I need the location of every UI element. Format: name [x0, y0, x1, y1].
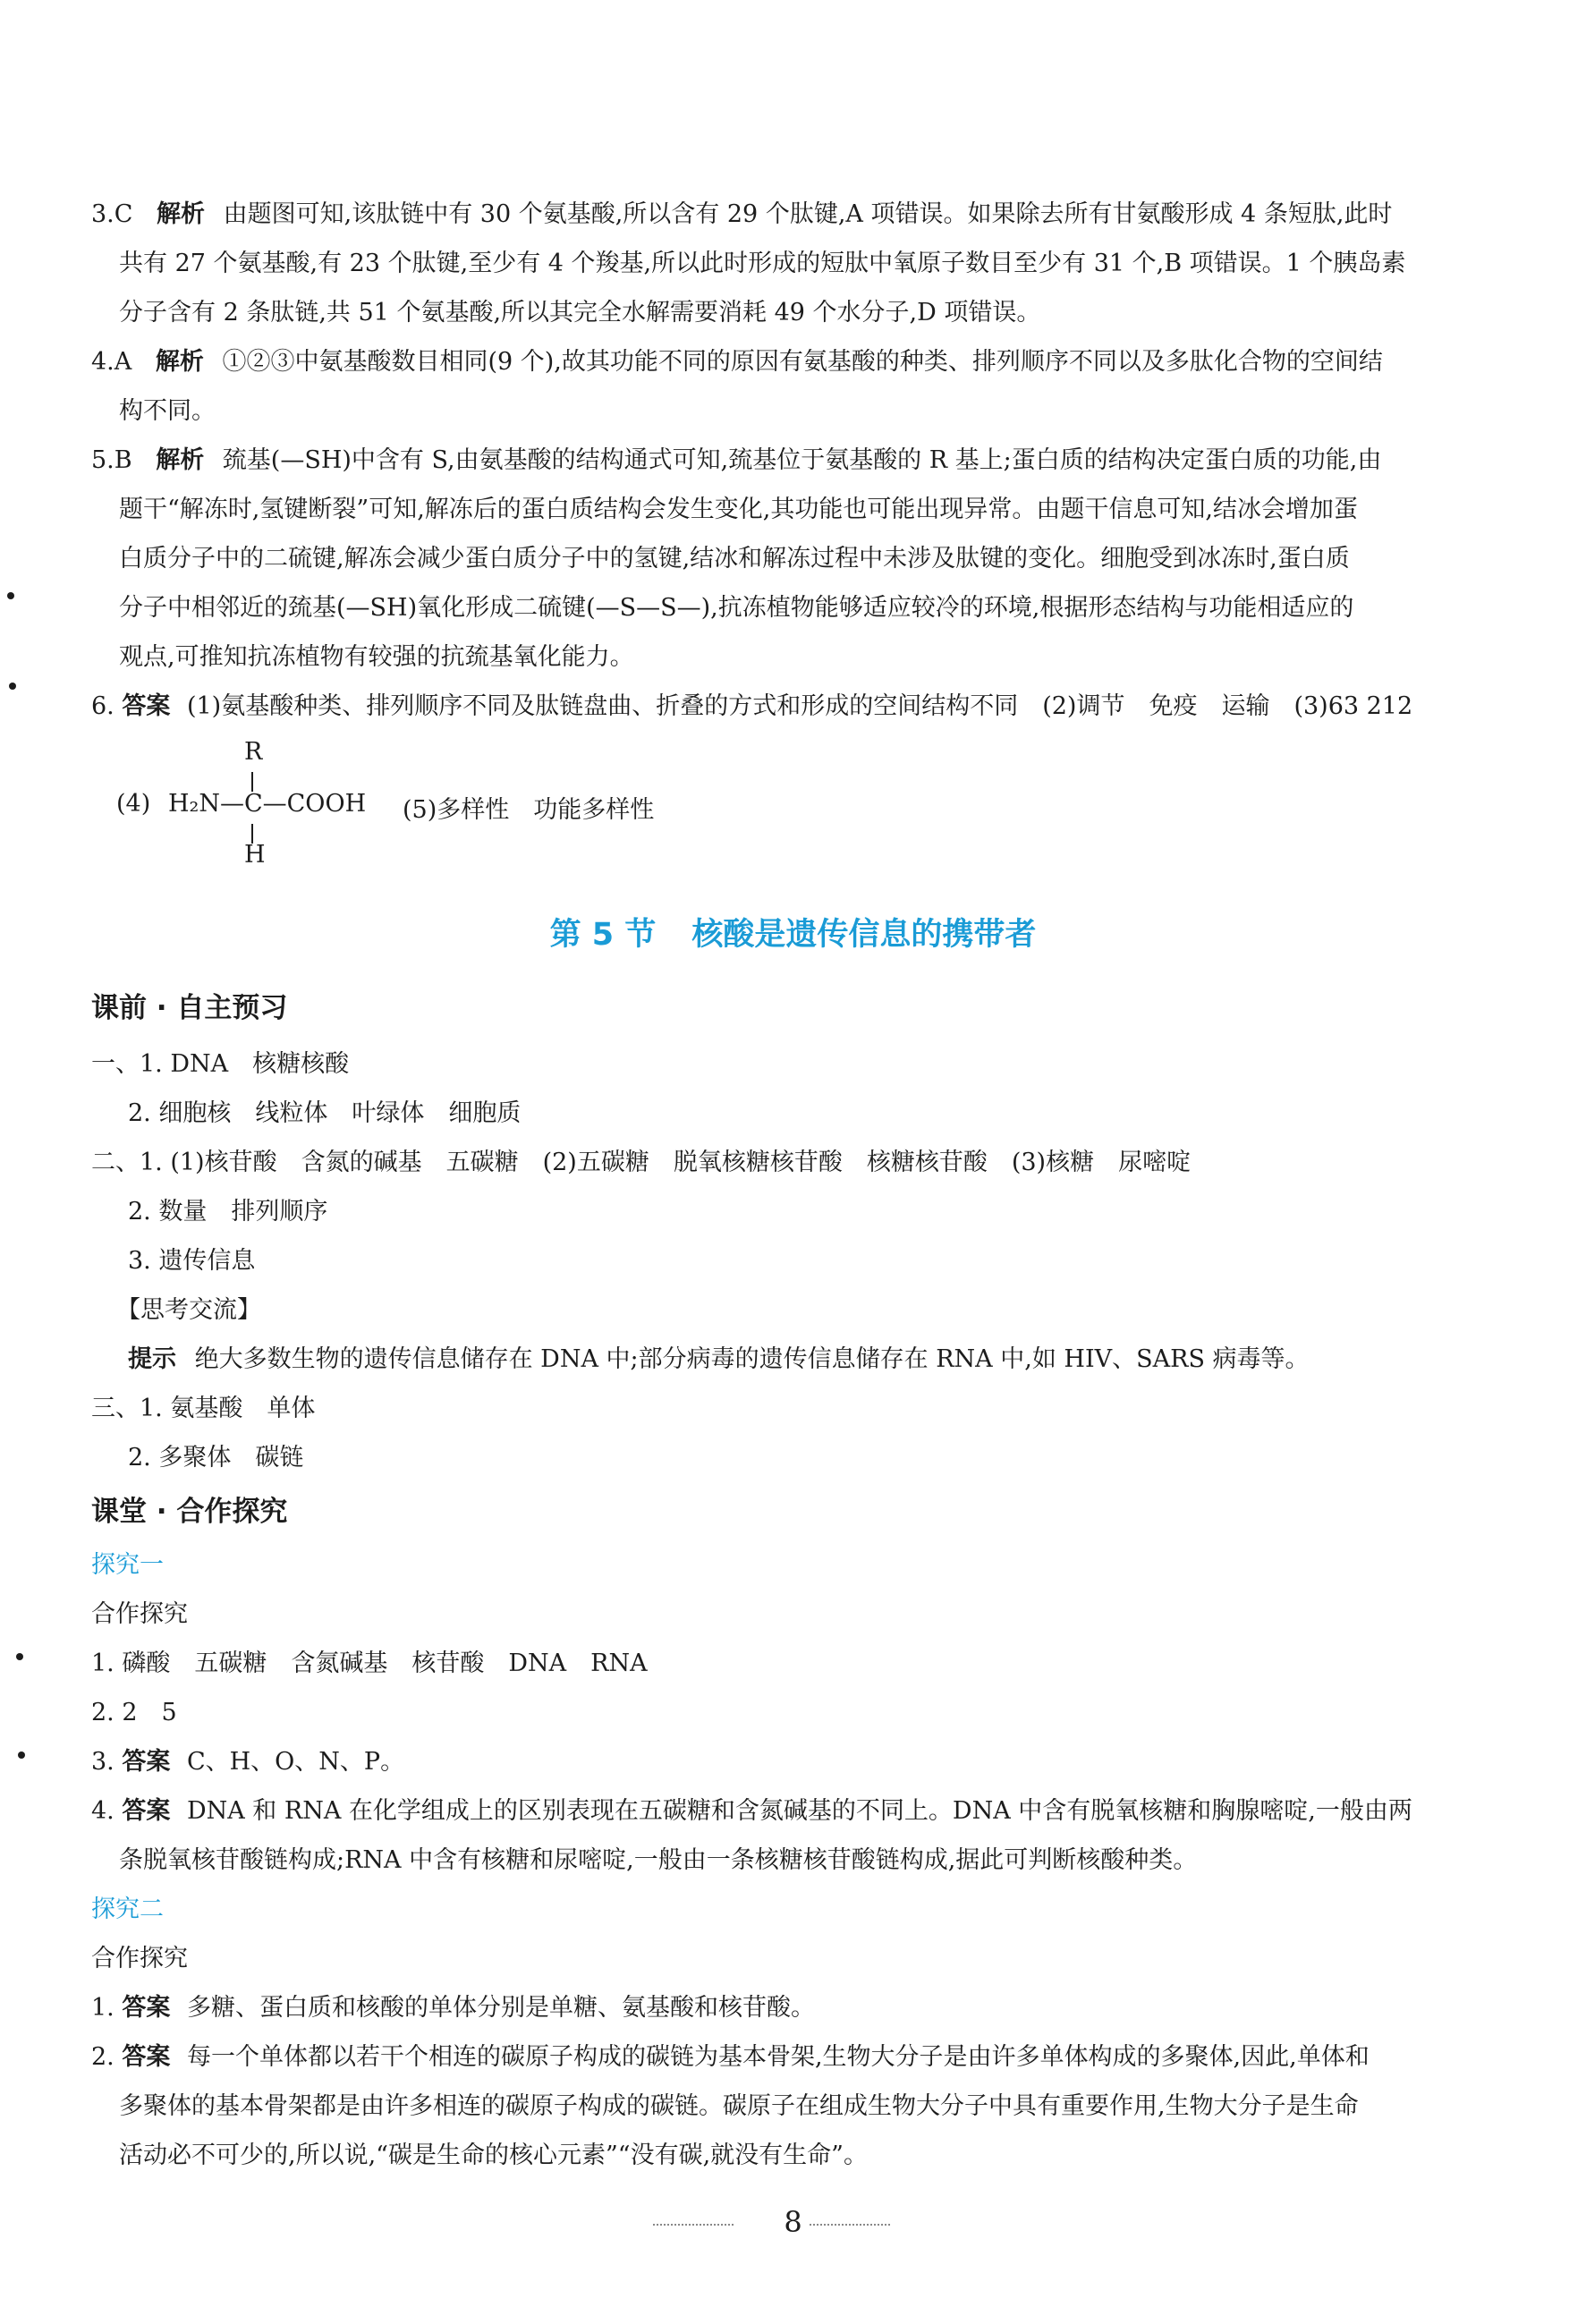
q5-line-2: 题干“解冻时,氢键断裂”可知,解冻后的蛋白质结构会发生变化,其功能也可能出现异常。由题干信息可知,结冰会增加蛋	[119, 496, 1358, 523]
q3-line-2: 共有 27 个氨基酸,有 23 个肽键,至少有 4 个羧基,所以此时形成的短肽中氧原子数目至少有 31 个,B 项错误。1 个胰岛素	[119, 250, 1406, 277]
tip-text: 绝大多数生物的遗传信息储存在 DNA 中;部分病毒的遗传信息储存在 RNA 中,如 HIV、SARS 病毒等。	[194, 1345, 1310, 1373]
formula-part4-label: (4)	[116, 790, 151, 818]
tip-line	[128, 1342, 1310, 1378]
answer-number: 2.	[91, 2043, 114, 2071]
section-title	[0, 910, 1586, 954]
margin-mark	[7, 592, 14, 599]
formula-r-group: R	[244, 738, 263, 766]
answer-number: 1.	[91, 1994, 114, 2022]
explore2-answer-2	[91, 2040, 1370, 2075]
coop-explore-1-label: 合作探究	[91, 1600, 188, 1628]
margin-mark	[16, 1653, 23, 1660]
amino-acid-formula	[116, 738, 655, 872]
answer-tag: 答案	[122, 1748, 171, 1776]
answer-text: DNA 和 RNA 在化学组成上的区别表现在五碳糖和含氮碱基的不同上。DNA 中含有脱氧核糖和胸腺嘧啶,一般由两	[186, 1797, 1412, 1825]
q5-line-5: 观点,可推知抗冻植物有较强的抗巯基氧化能力。	[119, 643, 634, 671]
tip-tag: 提示	[128, 1345, 176, 1373]
formula-part5: (5)多样性 功能多样性	[403, 796, 655, 824]
q5-line-1	[91, 443, 1381, 479]
explore-1-label: 探究一	[91, 1551, 164, 1579]
think-exchange-heading: 【思考交流】	[116, 1296, 261, 1324]
page-number-ornament-right	[810, 2224, 890, 2226]
q6-number: 6.	[91, 692, 114, 720]
q3-line-3: 分子含有 2 条肽链,共 51 个氨基酸,所以其完全水解需要消耗 49 个水分子,D 项错误。	[119, 299, 1041, 327]
q6-tag: 答案	[122, 692, 171, 720]
explore1-answer-3	[91, 1744, 404, 1780]
q3-number: 3.C	[91, 200, 133, 228]
margin-mark	[9, 683, 16, 690]
answer-text: 每一个单体都以若干个相连的碳原子构成的碳链为基本骨架,生物大分子是由许多单体构成的多聚体,因此,单体和	[186, 2043, 1370, 2071]
q5-line-3: 白质分子中的二硫键,解冻会减少蛋白质分子中的氢键,结冰和解冻过程中未涉及肽键的变化。细胞受到冰冻时,蛋白质	[119, 545, 1350, 573]
formula-main-chain: H₂N—C—COOH	[168, 790, 367, 818]
q6-text: (1)氨基酸种类、排列顺序不同及肽链盘曲、折叠的方式和形成的空间结构不同 (2)调节 免疫 运输 (3)63 212	[186, 692, 1413, 720]
q4-number: 4.A	[91, 348, 132, 376]
q4-text: ①②③中氨基酸数目相同(9 个),故其功能不同的原因有氨基酸的种类、排列顺序不同以及多肽化合物的空间结	[222, 348, 1383, 376]
preview-line-1: 一、1. DNA 核糖核酸	[91, 1050, 350, 1078]
answer-text: C、H、O、N、P。	[186, 1748, 405, 1776]
q6-line-1	[91, 689, 1412, 725]
explore-2-label: 探究二	[91, 1896, 164, 1923]
answer-tag: 答案	[122, 2043, 171, 2071]
q5-line-4: 分子中相邻近的巯基(—SH)氧化形成二硫键(—S—S—),抗冻植物能够适应较冷的环境,根据形态结构与功能相适应的	[119, 594, 1354, 622]
preview-line-6: 三、1. 氨基酸 单体	[91, 1395, 316, 1422]
answer-number: 3.	[91, 1748, 114, 1776]
section-number: 第 5 节	[549, 917, 657, 953]
q5-number: 5.B	[91, 446, 132, 474]
answer-tag: 答案	[122, 1994, 171, 2022]
q4-line-2: 构不同。	[119, 397, 216, 425]
section-name: 核酸是遗传信息的携带者	[691, 917, 1037, 953]
preview-line-5: 3. 遗传信息	[128, 1247, 256, 1275]
preview-heading: 课前 · 自主预习	[91, 992, 288, 1024]
coop-explore-2-label: 合作探究	[91, 1945, 188, 1972]
q5-text: 巯基(—SH)中含有 S,由氨基酸的结构通式可知,巯基位于氨基酸的 R 基上;蛋白质的结构决定蛋白质的功能,由	[222, 446, 1382, 474]
explore1-item-2: 2. 2 5	[91, 1699, 177, 1726]
explore1-item-1: 1. 磷酸 五碳糖 含氮碱基 核苷酸 DNA RNA	[91, 1650, 648, 1677]
q3-line-1	[91, 197, 1392, 233]
explore1-answer-4	[91, 1794, 1412, 1829]
answer-tag: 答案	[122, 1797, 171, 1825]
explore2-answer-1	[91, 1990, 815, 2026]
preview-line-3: 二、1. (1)核苷酸 含氮的碱基 五碳糖 (2)五碳糖 脱氧核糖核苷酸 核糖核苷酸 (3)核糖 尿嘧啶	[91, 1149, 1192, 1176]
answer-text: 多糖、蛋白质和核酸的单体分别是单糖、氨基酸和核苷酸。	[186, 1994, 815, 2022]
explore2-answer-2-cont-2: 活动必不可少的,所以说,“碳是生命的核心元素”“没有碳,就没有生命”。	[119, 2142, 868, 2169]
explore2-answer-2-cont-1: 多聚体的基本骨架都是由许多相连的碳原子构成的碳链。碳原子在组成生物大分子中具有重要作用,生物大分子是生命	[119, 2092, 1359, 2120]
q4-tag: 解析	[155, 348, 204, 376]
margin-mark	[18, 1751, 25, 1759]
q3-tag: 解析	[157, 200, 206, 228]
q4-line-1	[91, 344, 1383, 380]
answer-number: 4.	[91, 1797, 114, 1825]
explore1-answer-4-cont: 条脱氧核苷酸链构成;RNA 中含有核糖和尿嘧啶,一般由一条核糖核苷酸链构成,据此可判断核酸种类。	[119, 1846, 1198, 1874]
preview-line-2: 2. 细胞核 线粒体 叶绿体 细胞质	[128, 1099, 522, 1127]
formula-h-atom: H	[244, 841, 266, 869]
page-number: 8	[784, 2205, 802, 2239]
preview-line-7: 2. 多聚体 碳链	[128, 1444, 304, 1472]
classroom-heading: 课堂 · 合作探究	[91, 1496, 288, 1528]
formula-bond-top	[251, 772, 253, 792]
q5-tag: 解析	[156, 446, 205, 474]
preview-line-4: 2. 数量 排列顺序	[128, 1198, 328, 1226]
q3-text: 由题图可知,该肽链中有 30 个氨基酸,所以含有 29 个肽键,A 项错误。如果除去所有甘氨酸形成 4 条短肽,此时	[223, 200, 1393, 228]
